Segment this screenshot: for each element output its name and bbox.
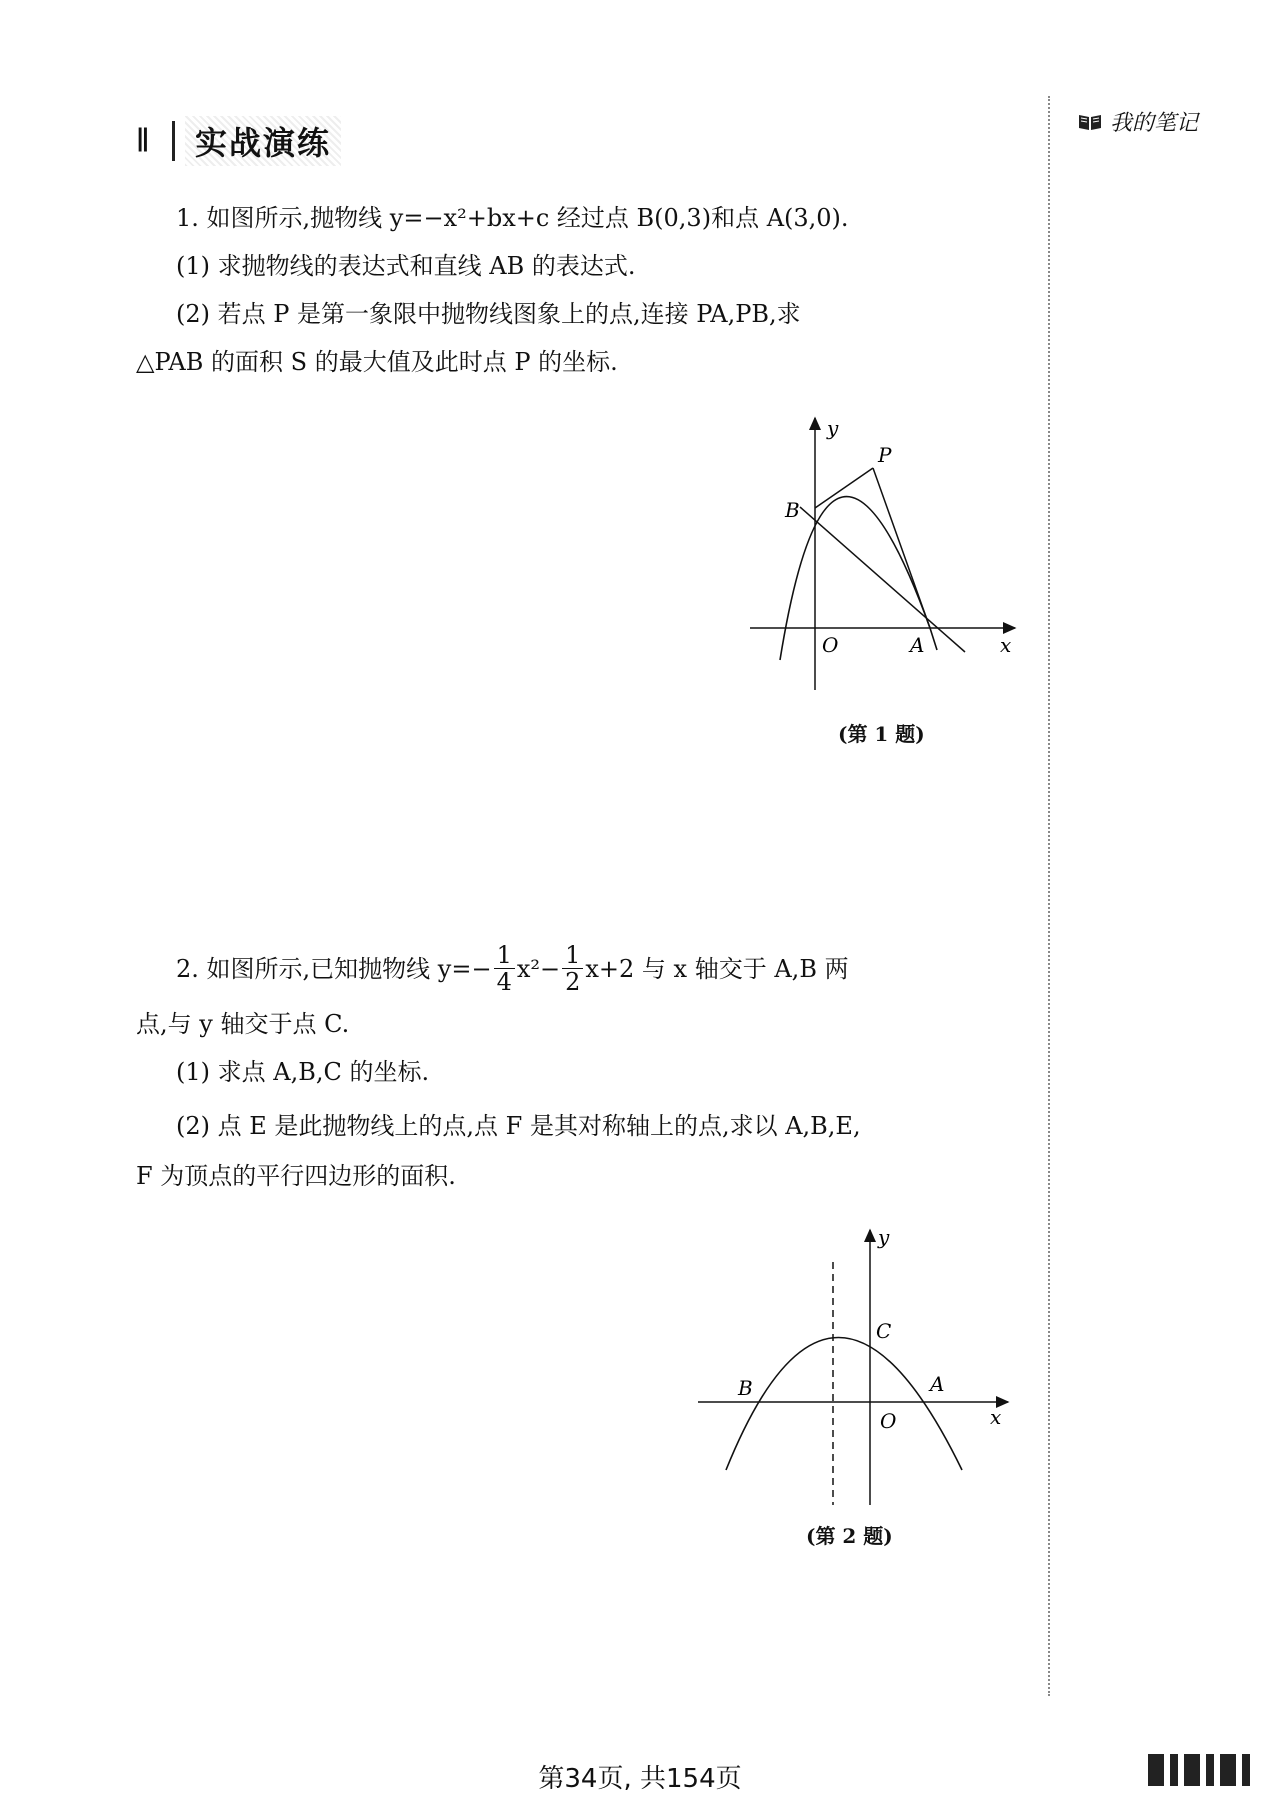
q2-line-3: (1) 求点 A,B,C 的坐标. (176, 1058, 430, 1086)
label-x: x (990, 1405, 1002, 1429)
section-divider (172, 121, 175, 161)
label-y: y (878, 1225, 890, 1249)
label-c: C (876, 1319, 892, 1343)
fraction-2-num: 1 (562, 942, 583, 969)
line-ab (800, 507, 965, 652)
open-book-icon (1078, 113, 1102, 131)
q1-caption: (第 1 题) (838, 722, 925, 746)
notes-header (1078, 106, 1198, 137)
segment-pa (873, 468, 930, 628)
label-b: B (738, 1376, 753, 1400)
label-o: O (880, 1409, 897, 1433)
q1-line-1: 1. 如图所示,抛物线 y=−x²+bx+c 经过点 B(0,3)和点 A(3,0). (176, 204, 849, 232)
label-b: B (785, 498, 800, 522)
label-x: x (1000, 633, 1012, 657)
q2-line-2: 点,与 y 轴交于点 C. (136, 1010, 350, 1038)
fraction-1-num: 1 (494, 942, 515, 969)
q2-line-1-a: 2. 如图所示,已知抛物线 y=− (176, 954, 492, 983)
notes-title: 我的笔记 (1110, 111, 1199, 136)
fraction-2-den: 2 (565, 968, 581, 996)
q1-line-2: (1) 求抛物线的表达式和直线 AB 的表达式. (176, 252, 636, 280)
label-o: O (822, 633, 839, 657)
q2-line-1-b: x²− (516, 954, 561, 983)
page-number: 第34页, 共154页 (538, 1764, 742, 1794)
label-a: A (930, 1372, 945, 1396)
section-mark: ∥ (136, 126, 150, 156)
q2-caption: (第 2 题) (806, 1524, 893, 1548)
parabola (726, 1338, 962, 1471)
q2-line-5: F 为顶点的平行四边形的面积. (136, 1162, 456, 1190)
q2-line-1 (176, 942, 849, 995)
fraction-1 (494, 942, 515, 995)
q2-line-4: (2) 点 E 是此抛物线上的点,点 F 是其对称轴上的点,求以 A,B,E, (176, 1112, 861, 1140)
q2-figure (690, 1220, 1020, 1510)
notes-divider (1048, 96, 1050, 1696)
fraction-2 (562, 942, 583, 995)
label-y: y (827, 416, 839, 440)
segment-pb (815, 468, 873, 508)
section-header (136, 118, 341, 164)
label-p: P (878, 443, 892, 467)
fraction-1-den: 4 (496, 968, 512, 996)
q1-line-3: (2) 若点 P 是第一象限中抛物线图象上的点,连接 PA,PB,求 (176, 300, 801, 328)
label-a: A (910, 633, 925, 657)
q2-line-1-c: x+2 与 x 轴交于 A,B 两 (585, 954, 849, 983)
q1-figure (730, 410, 1020, 700)
section-title: 实战演练 (185, 116, 341, 166)
q1-line-4: △PAB 的面积 S 的最大值及此时点 P 的坐标. (136, 348, 618, 376)
decorative-bars (1148, 1752, 1268, 1792)
